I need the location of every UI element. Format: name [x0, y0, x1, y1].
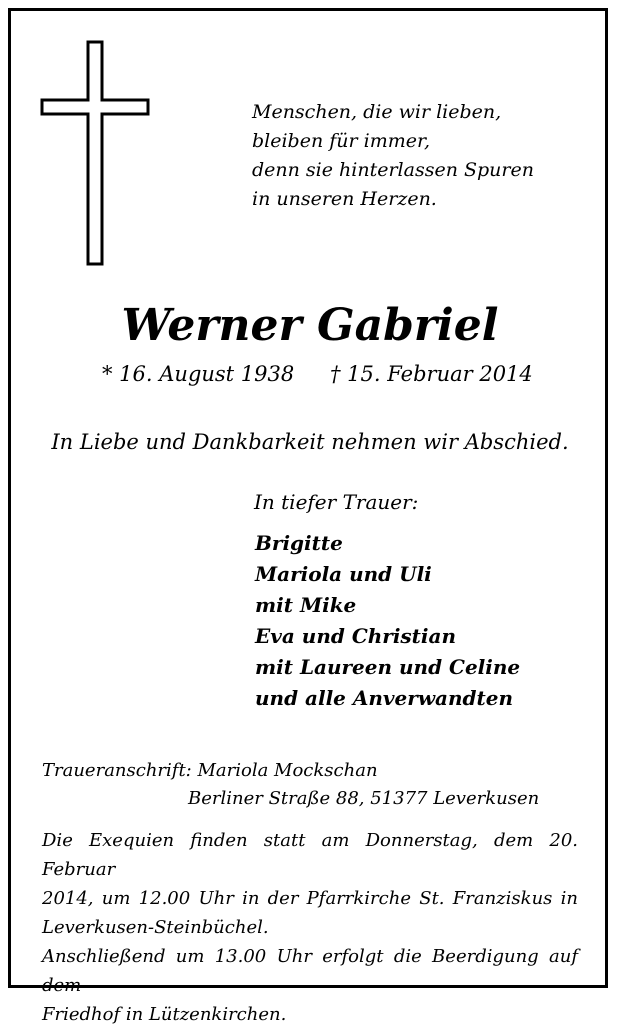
- mourning-address: Traueranschrift: Mariola Mockschan: [42, 760, 378, 781]
- mourner-line: Mariola und Uli: [255, 562, 432, 586]
- service-line: Anschließend um 13.00 Uhr erfolgt die Beerdigung auf dem: [42, 946, 578, 996]
- birth-date: * 16. August 1938: [102, 362, 295, 386]
- mourner-line: mit Mike: [255, 593, 357, 617]
- death-date: † 15. Februar 2014: [330, 362, 533, 386]
- service-line: Friedhof in Lützenkirchen.: [42, 1004, 287, 1025]
- quote-line: in unseren Herzen.: [252, 188, 437, 210]
- mourners-heading: In tiefer Trauer:: [254, 490, 419, 514]
- service-details: [42, 826, 578, 1029]
- service-line: Leverkusen-Steinbüchel.: [42, 917, 269, 938]
- quote-line: Menschen, die wir lieben,: [252, 101, 502, 123]
- quote-line: bleiben für immer,: [252, 130, 431, 152]
- mourner-line: Eva und Christian: [255, 624, 457, 648]
- mourning-address-street: Berliner Straße 88, 51377 Leverkusen: [188, 788, 540, 809]
- mourner-line: mit Laureen und Celine: [255, 655, 521, 679]
- mourner-line: Brigitte: [255, 531, 343, 555]
- service-line: 2014, um 12.00 Uhr in der Pfarrkirche St. Franziskus in: [42, 888, 578, 909]
- service-line: Die Exequien finden statt am Donnerstag, dem 20. Februar: [42, 830, 578, 880]
- deceased-name: Werner Gabriel: [121, 300, 499, 351]
- memorial-quote: [252, 98, 534, 214]
- cross-icon: [40, 40, 150, 266]
- mourners-list: [255, 528, 520, 714]
- mourner-line: und alle Anverwandten: [255, 686, 514, 710]
- quote-line: denn sie hinterlassen Spuren: [252, 159, 534, 181]
- farewell-text: In Liebe und Dankbarkeit nehmen wir Abschied.: [51, 430, 569, 454]
